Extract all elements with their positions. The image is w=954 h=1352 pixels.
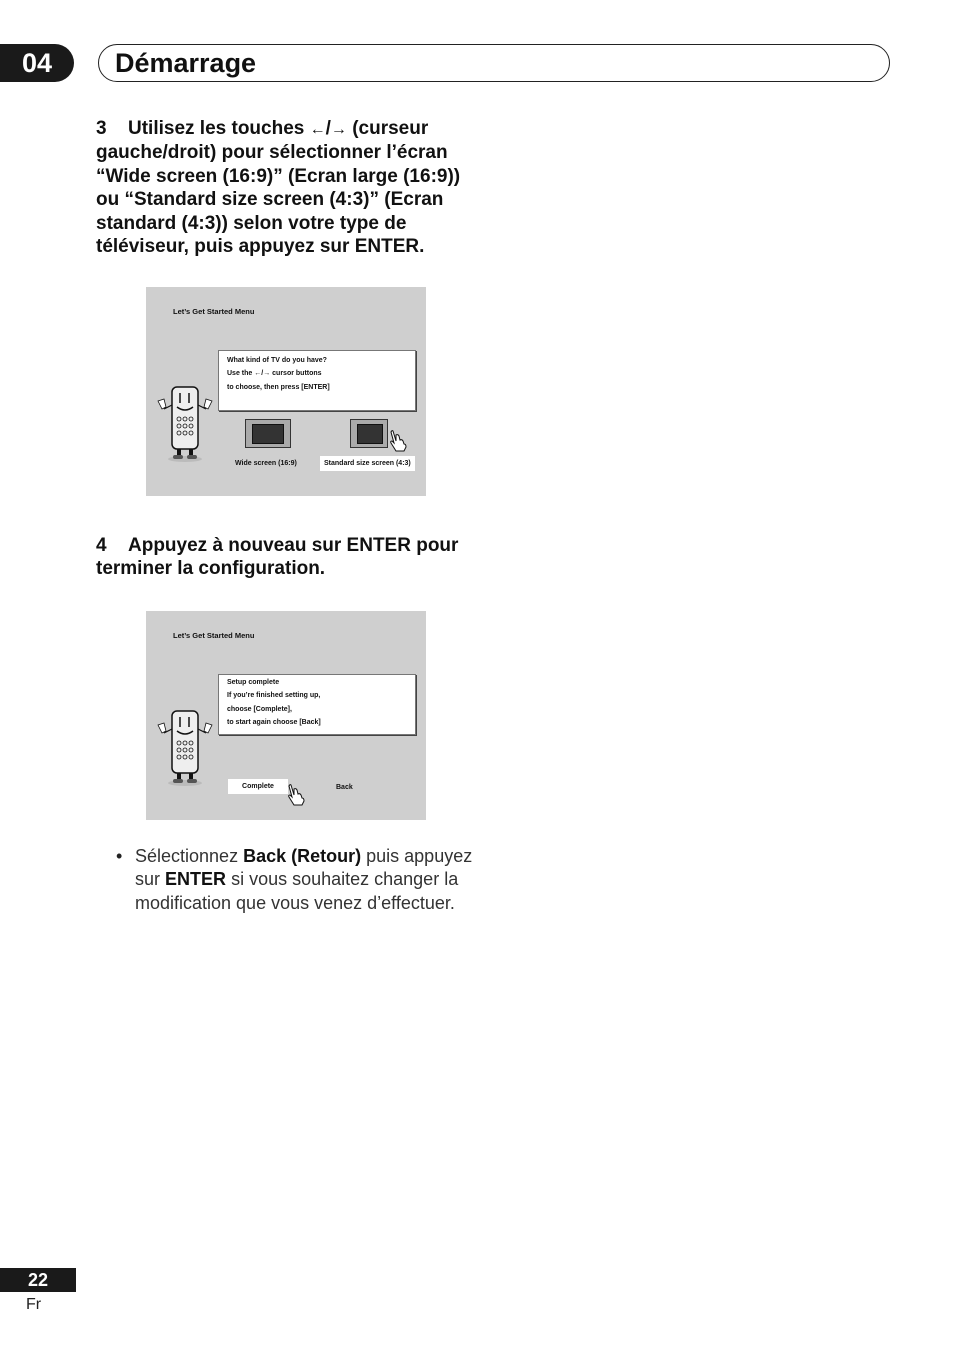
standard-screen-tv-icon[interactable]	[350, 419, 388, 448]
step-3-line3: “Wide screen (16:9)” (Ecran large (16:9))	[96, 165, 461, 187]
setup-complete-screen-illustration	[146, 611, 426, 820]
step-3-line1: Utilisez les touches	[128, 118, 305, 139]
step-4-line2: terminer la configuration.	[96, 558, 326, 580]
enter-label: ENTER	[165, 869, 227, 890]
chapter-title: Démarrage	[115, 48, 257, 78]
tv-type-screen-illustration	[146, 287, 426, 496]
bullet-icon: •	[116, 846, 123, 866]
setup-complete-dialog	[218, 674, 416, 735]
bullet-note: Sélectionnez Back (Retour) puis appuyez sur ENTER si vous souhaitez changer la modification que vous venez d’effectuer.	[135, 846, 473, 913]
dialog-line-2: If you’re finished setting up,	[227, 692, 321, 699]
dialog-line-1: Setup complete	[227, 679, 280, 686]
step-3-line1-end: (curseur	[352, 118, 429, 139]
step-3-line2: gauche/droit) pour sélectionner l’écran	[96, 142, 448, 164]
pointing-hand-icon	[286, 783, 306, 807]
wide-screen-tv-icon[interactable]	[245, 419, 291, 448]
chapter-number-badge: 04	[0, 44, 74, 82]
arrow-right-icon: →	[330, 121, 347, 138]
chapter-title-bar	[98, 44, 890, 82]
dialog-instruction: Use the ←/→ cursor buttons	[227, 370, 322, 377]
tv-type-dialog	[218, 350, 416, 411]
dialog-line-3: choose [Complete],	[227, 706, 292, 713]
step-3-line4: ou “Standard size screen (4:3)” (Ecran	[96, 189, 444, 211]
step-3-line5: standard (4:3)) selon votre type de	[96, 212, 407, 234]
step-4-number: 4	[96, 535, 107, 556]
menu-title: Let’s Get Started Menu	[173, 631, 255, 640]
language-code: Fr	[26, 1296, 42, 1313]
back-label: Back (Retour)	[243, 846, 362, 866]
step-4-line1: Appuyez à nouveau sur ENTER pour	[128, 535, 459, 556]
remote-mascot-icon	[156, 383, 216, 465]
back-button[interactable]: Back	[336, 784, 353, 791]
dialog-line-4: to start again choose [Back]	[227, 719, 321, 726]
step-3-line6: téléviseur, puis appuyez sur ENTER.	[96, 236, 425, 258]
menu-title: Let’s Get Started Menu	[173, 307, 255, 316]
complete-button[interactable]: Complete	[228, 779, 288, 794]
step-3-number: 3	[96, 118, 107, 139]
arrows-icon: ←/→	[254, 370, 271, 377]
remote-mascot-icon	[156, 707, 216, 789]
step-4-instruction	[96, 534, 476, 581]
page-number: 22	[0, 1268, 76, 1292]
arrow-separator: /	[325, 118, 331, 139]
option-standard-screen[interactable]: Standard size screen (4:3)	[320, 456, 415, 471]
dialog-question: What kind of TV do you have?	[227, 357, 327, 364]
step-3-instruction	[96, 117, 476, 258]
pointing-hand-icon	[388, 429, 408, 453]
option-wide-screen[interactable]: Wide screen (16:9)	[235, 460, 297, 467]
dialog-instruction-2: to choose, then press [ENTER]	[227, 384, 330, 391]
arrow-left-icon: ←	[309, 121, 326, 138]
